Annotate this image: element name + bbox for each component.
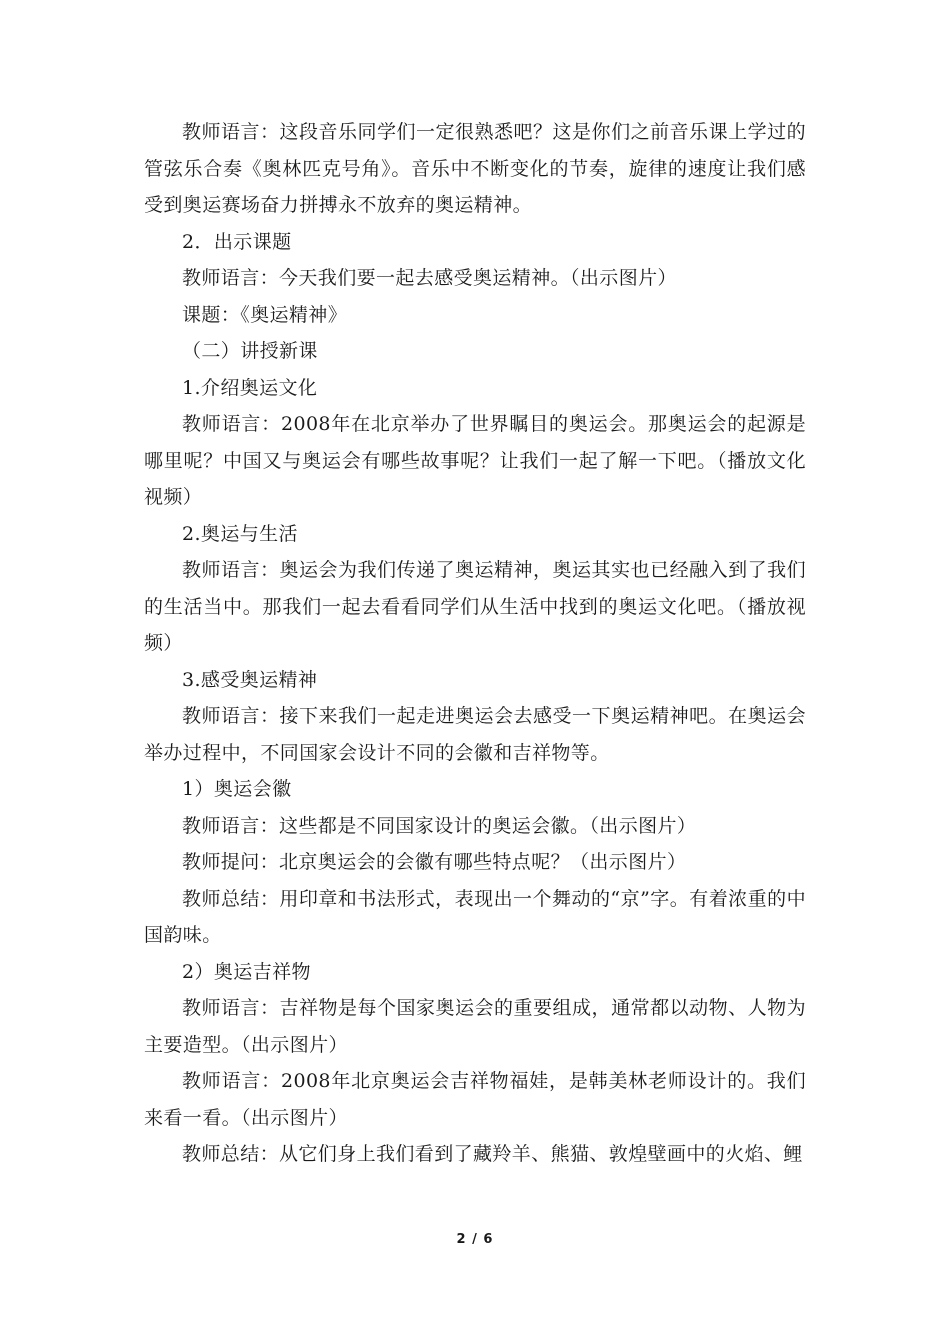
document-body (144, 114, 806, 1173)
paragraph: 教师总结：用印章和书法形式，表现出一个舞动的“京”字。有着浓重的中国韵味。 (144, 887, 806, 946)
paragraph: 教师语言：2008年在北京举办了世界瞩目的奥运会。那奥运会的起源是哪里呢？中国又与奥运会有哪些故事呢？让我们一起了解一下吧。（播放文化视频） (144, 413, 806, 508)
lesson-title: 课题：《奥运精神》 (182, 303, 348, 326)
section-heading: 1.介绍奥运文化 (182, 376, 318, 399)
paragraph: 教师总结：从它们身上我们看到了藏羚羊、熊猫、敦煌壁画中的火焰、鲤 (182, 1143, 803, 1165)
section-heading: （二）讲授新课 (182, 340, 318, 362)
section-heading: 3.感受奥运精神 (182, 668, 318, 691)
paragraph: 教师语言：这些都是不同国家设计的奥运会徽。（出示图片） (182, 814, 697, 837)
section-heading: 2）奥运吉祥物 (182, 960, 311, 983)
page-number: 2 / 6 (456, 1232, 494, 1247)
paragraph: 教师语言：今天我们要一起去感受奥运精神。（出示图片） (182, 267, 677, 289)
paragraph: 教师语言：接下来我们一起走进奥运会去感受一下奥运精神吧。在奥运会举办过程中，不同国家会设计不同的会徽和吉祥物等。 (144, 705, 806, 764)
section-heading: 1）奥运会徽 (182, 778, 292, 800)
paragraph: 教师语言：奥运会为我们传递了奥运精神，奥运其实也已经融入到了我们的生活当中。那我们一起去看看同学们从生活中找到的奥运文化吧。（播放视频） (144, 559, 806, 654)
paragraph: 教师语言：这段音乐同学们一定很熟悉吧？这是你们之前音乐课上学过的管弦乐合奏《奥林匹克号角》。音乐中不断变化的节奏，旋律的速度让我们感受到奥运赛场奋力拼搏永不放弃的奥运精神。 (144, 121, 806, 216)
paragraph: 教师语言：2008年北京奥运会吉祥物福娃，是韩美林老师设计的。我们来看一看。（出示图片） (144, 1070, 806, 1129)
paragraph: 教师提问：北京奥运会的会徽有哪些特点呢？（出示图片） (182, 851, 687, 873)
paragraph: 教师语言：吉祥物是每个国家奥运会的重要组成，通常都以动物、人物为主要造型。（出示图片） (144, 997, 806, 1056)
section-heading: 2.奥运与生活 (182, 522, 298, 545)
section-heading: 2．出示课题 (182, 230, 292, 253)
